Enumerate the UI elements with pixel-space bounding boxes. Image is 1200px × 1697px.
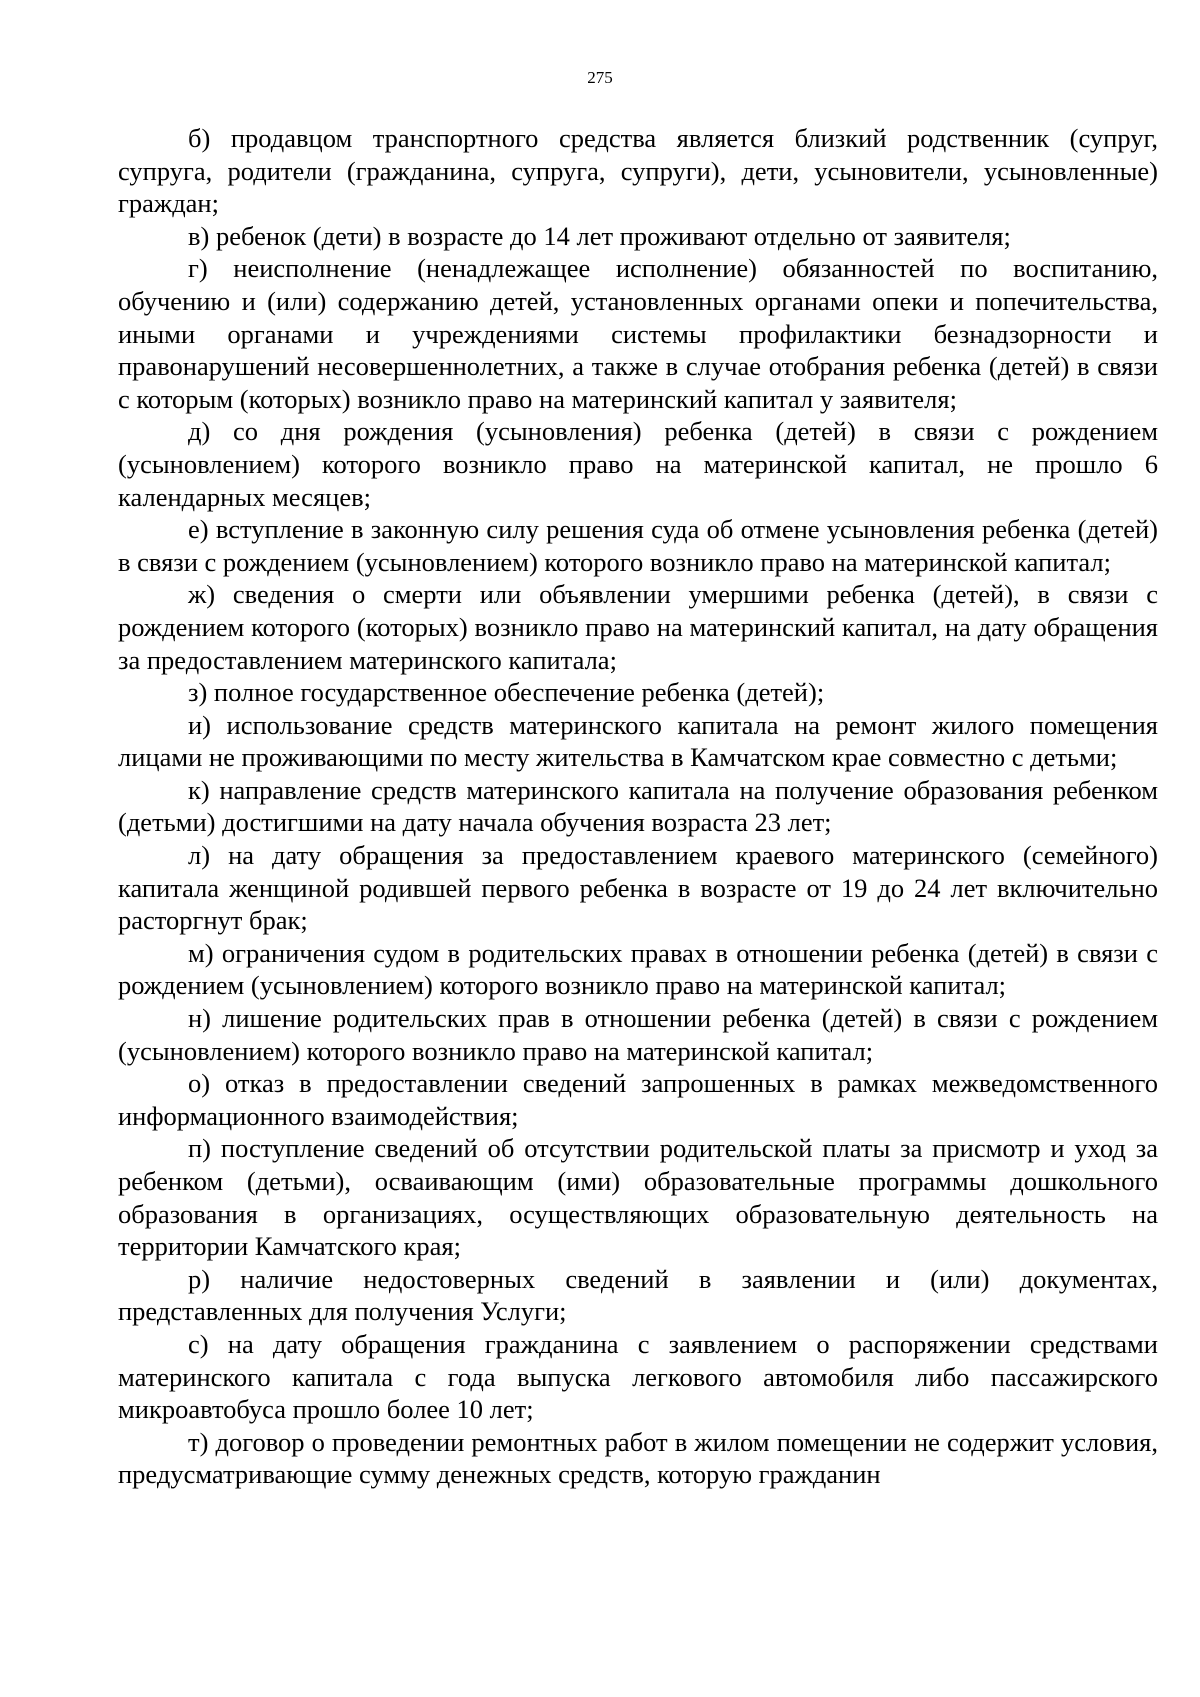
page-number: 275 [587,68,613,87]
document-body [118,122,1158,1491]
paragraph-l: л) на дату обращения за предоставлением краевого материнского (семейного) капитала женщиной родившей первого ребенка в возрасте от 19 до 24 лет включительно расторгнут брак; [118,840,1158,936]
paragraph-k: к) направление средств материнского капитала на получение образования ребенком (детьми) достигшими на дату начала обучения возраста 23 лет; [118,774,1158,838]
paragraph-zh: ж) сведения о смерти или объявлении умершими ребенка (детей), в связи с рождением которого (которых) возникло право на материнский капитал, на дату обращения за предоставлением материнского капитала; [118,579,1158,675]
paragraph-t: т) договор о проведении ремонтных работ в жилом помещении не содержит условия, предусматривающие сумму денежных средств, которую гражданин [118,1426,1158,1490]
paragraph-i: и) использование средств материнского капитала на ремонт жилого помещения лицами не проживающими по месту жительства в Камчатском крае совместно с детьми; [118,709,1158,773]
paragraph-g: г) неисполнение (ненадлежащее исполнение) обязанностей по воспитанию, обучению и (или) содержанию детей, установленных органами опеки и попечительства, иными органами и учреждениями системы профилактики безнадзорности и правонарушений несовершеннолетних, а также в случае отобрания ребенка (детей) в связи с которым (которых) возникло право на материнский капитал у заявителя; [118,253,1158,414]
paragraph-b: б) продавцом транспортного средства является близкий родственник (супруг, супруга, родители (гражданина, супруга, супруги), дети, усыновители, усыновленные) граждан; [118,123,1158,219]
paragraph-p: п) поступление сведений об отсутствии родительской платы за присмотр и уход за ребенком (детьми), осваивающим (ими) образовательные программы дошкольного образования в организациях, осуществляющих образовательную деятельность на территории Камчатского края; [118,1133,1158,1262]
paragraph-z: з) полное государственное обеспечение ребенка (детей); [188,677,825,708]
paragraph-d: д) со дня рождения (усыновления) ребенка (детей) в связи с рождением (усыновлением) которого возникло право на материнской капитал, не прошло 6 календарных месяцев; [118,416,1158,512]
paragraph-v: в) ребенок (дети) в возрасте до 14 лет проживают отдельно от заявителя; [188,220,1011,251]
paragraph-n: н) лишение родительских прав в отношении ребенка (детей) в связи с рождением (усыновлением) которого возникло право на материнской капитал; [118,1003,1158,1066]
paragraph-r: р) наличие недостоверных сведений в заявлении и (или) документах, представленных для получения Услуги; [118,1263,1158,1327]
paragraph-s: с) на дату обращения гражданина с заявлением о распоряжении средствами материнского капитала с года выпуска легкового автомобиля либо пассажирского микроавтобуса прошло более 10 лет; [118,1328,1158,1425]
paragraph-o: о) отказ в предоставлении сведений запрошенных в рамках межведомственного информационного взаимодействия; [118,1068,1158,1131]
paragraph-m: м) ограничения судом в родительских правах в отношении ребенка (детей) в связи с рождением (усыновлением) которого возникло право на материнской капитал; [118,937,1158,1001]
paragraph-e: е) вступление в законную силу решения суда об отмене усыновления ребенка (детей) в связи с рождением (усыновлением) которого возникло право на материнской капитал; [118,514,1158,577]
